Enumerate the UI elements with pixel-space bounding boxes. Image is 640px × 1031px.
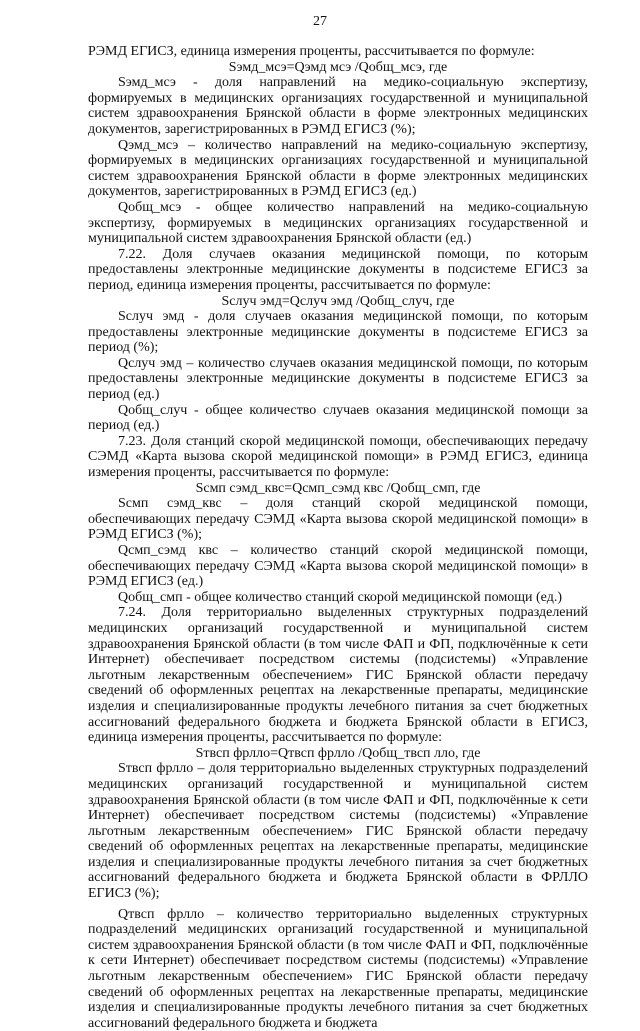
- formula: Sтвсп фрлло=Qтвсп фрлло /Qобщ_твсп лло, где: [195, 745, 481, 761]
- paragraph: Qсмп_сэмд квс – количество станций скорой медицинской помощи, обеспечивающих передачу СЭМД «Карта вызова скорой медицинской помощи» в РЭМД ЕГИСЗ (ед.): [88, 543, 588, 590]
- formula: Sсмп сэмд_квс=Qсмп_сэмд квс /Qобщ_смп, где: [195, 480, 481, 496]
- paragraph: Qэмд_мсэ – количество направлений на медико-социальную экспертизу, формируемых в медицинских организациях государственной и муниципальной систем здравоохранения Брянской области в форме электронных медицинских документов, зарегистрированных в РЭМД ЕГИСЗ (ед.): [88, 137, 588, 200]
- paragraph: Sсмп сэмд_квс – доля станций скорой медицинской помощи, обеспечивающих передачу СЭМД «Карта вызова скорой медицинской помощи» в РЭМД ЕГИСЗ (%);: [88, 496, 588, 543]
- page-number: 27: [313, 14, 327, 29]
- paragraph: Sтвсп фрлло – доля территориально выделенных структурных подразделений медицинских организаций государственной и муниципальной систем здравоохранения Брянской области (в том числе ФАП и ФП, подключённые к сети Интернет) обеспечивает посредством системы (подсистемы) «Управление льготным лекарственным обеспечением» ГИС Брянской области передачу сведений об оформленных рецептах на лекарственные препараты, медицинские изделия и специализированные продукты лечебного питания за счет бюджетных ассигнований федерального бюджета и бюджета Брянской области в ФРЛЛО ЕГИСЗ (%);: [88, 761, 588, 902]
- paragraph: Qобщ_смп - общее количество станций скорой медицинской помощи (ед.): [118, 589, 563, 605]
- paragraph: РЭМД ЕГИСЗ, единица измерения проценты, рассчитывается по формуле:: [88, 44, 535, 59]
- section-paragraph: 7.24. Доля территориально выделенных структурных подразделений медицинских организаций государственной и муниципальной систем здравоохранения Брянской области (в том числе ФАП и ФП, подключённые к сети Интернет) обеспечивает посредством системы (подсистемы) «Управление льготным лекарственным обеспечением» ГИС Брянской области передачу сведений об оформленных рецептах на лекарственные препараты, медицинские изделия и специализированные продукты лечебного питания за счет бюджетных ассигнований федерального бюджета и бюджета Брянской области в ЕГИСЗ, единица измерения проценты, рассчитывается по формуле:: [88, 605, 588, 746]
- paragraph: Qобщ_случ - общее количество случаев оказания медицинской помощи за период (ед.): [88, 402, 588, 434]
- paragraph: Sэмд_мсэ - доля направлений на медико-социальную экспертизу, формируемых в медицинских организациях государственной и муниципальной систем здравоохранения Брянской области в форме электронных медицинских документов, зарегистрированных в РЭМД ЕГИСЗ (%);: [88, 75, 588, 137]
- formula: Sэмд_мсэ=Qэмд мсэ /Qобщ_мсэ, где: [228, 59, 448, 75]
- paragraph: Qобщ_мсэ - общее количество направлений на медико-социальную экспертизу, формируемых в медицинских организациях государственной и муниципальной систем здравоохранения Брянской области (ед.): [88, 199, 588, 247]
- section-paragraph: 7.23. Доля станций скорой медицинской помощи, обеспечивающих передачу СЭМД «Карта вызова скорой медицинской помощи» в РЭМД ЕГИСЗ, единица измерения проценты, рассчитывается по формуле:: [88, 433, 588, 481]
- paragraph: Qтвсп фрлло – количество территориально выделенных структурных подразделений медицинских организаций государственной и муниципальной систем здравоохранения Брянской области (в том числе ФАП и ФП, подключённые к сети Интернет) обеспечивает посредством системы (подсистемы) «Управление льготным лекарственным обеспечением» ГИС Брянской области передачу сведений об оформленных рецептах на лекарственные препараты, медицинские изделия и специализированные продукты лечебного питания за счет бюджетных ассигнований федерального бюджета и бюджета: [88, 906, 588, 1031]
- formula: Sслуч эмд=Qслуч эмд /Qобщ_случ, где: [221, 293, 455, 309]
- section-paragraph: 7.22. Доля случаев оказания медицинской помощи, по которым предоставлены электронные медицинские документы в подсистеме ЕГИСЗ за период, единица измерения проценты, рассчитывается по формуле:: [88, 246, 588, 293]
- paragraph: Qслуч эмд – количество случаев оказания медицинской помощи, по которым предоставлены электронные медицинские документы в подсистеме ЕГИСЗ за период (ед.): [88, 355, 588, 403]
- document-body: [88, 44, 588, 1031]
- paragraph: Sслуч эмд - доля случаев оказания медицинской помощи, по которым предоставлены электронные медицинские документы в подсистеме ЕГИСЗ за период (%);: [88, 309, 588, 356]
